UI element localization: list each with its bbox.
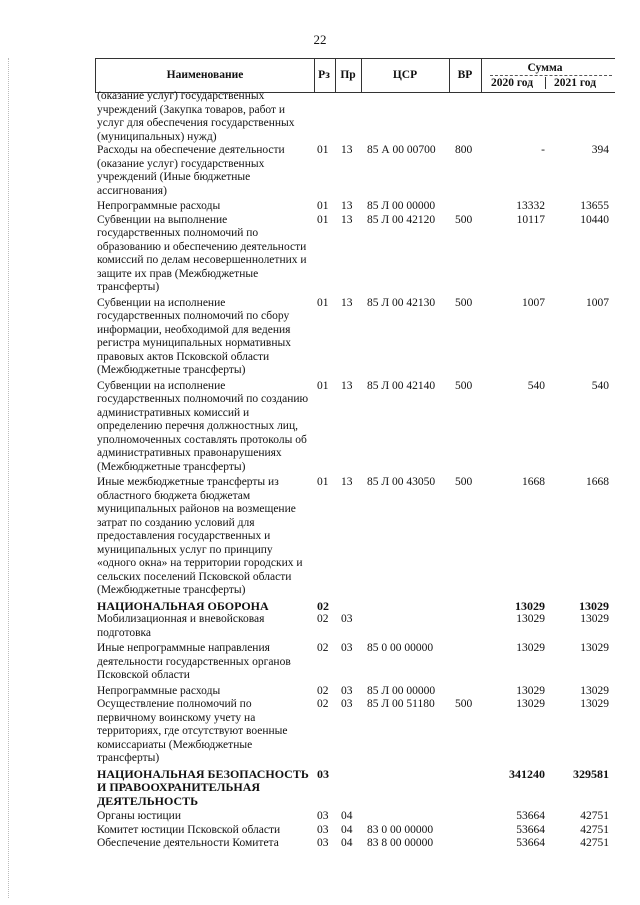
row-rz: 03	[317, 837, 329, 849]
row-sum-2021: 13029	[580, 684, 609, 697]
header-csr: ЦСР	[361, 58, 450, 92]
row-sum-2020: 10117	[516, 213, 545, 226]
row-pr: 03	[341, 613, 353, 625]
table-row	[95, 837, 615, 851]
row-sum-2021: 13655	[580, 200, 609, 212]
row-sum-2020: 13029	[515, 598, 545, 613]
row-csr: 85 Л 00 43050	[367, 476, 436, 488]
row-csr: 85 Л 00 00000	[367, 200, 436, 212]
row-pr: 03	[341, 684, 353, 697]
row-name: Субвенции на выполнение государственных полномочий по образованию и обеспечению деятельности комиссий по делам несовершеннолетних и защите их прав (Межбюджетные трансферты)	[97, 213, 307, 293]
row-sum-2020: 540	[527, 379, 545, 392]
row-name: Органы юстиции	[97, 810, 181, 822]
row-sum-2021: 1668	[586, 476, 609, 488]
row-csr: 83 8 00 00000	[367, 837, 434, 849]
row-name: Обеспечение деятельности Комитета	[97, 837, 279, 849]
row-pr: 03	[341, 698, 353, 710]
row-pr: 13	[341, 200, 353, 212]
table-row-section	[95, 768, 615, 809]
binding-edge	[8, 58, 9, 898]
row-name: НАЦИОНАЛЬНАЯ БЕЗОПАСНОСТЬ И ПРАВООХРАНИТЕЛЬНАЯ ДЕЯТЕЛЬНОСТЬ	[97, 766, 309, 808]
row-rz: 01	[317, 476, 329, 488]
row-sum-2021: 1007	[586, 296, 609, 309]
row-csr: 85 Л 00 42120	[367, 213, 436, 226]
row-sum-2020: 341240	[509, 766, 545, 781]
table-row	[95, 90, 615, 144]
table-row-section	[95, 600, 615, 614]
row-sum-2020: -	[541, 144, 545, 156]
row-vr: 500	[455, 476, 473, 488]
row-sum-2021: 42751	[580, 810, 609, 822]
row-sum-2020: 53664	[516, 823, 545, 836]
row-sum-2021: 329581	[573, 766, 609, 781]
row-name: Субвенции на исполнение государственных полномочий по созданию административных комиссий и определению перечня должностных лиц, уполномоченных составлять протоколы об административных правонарушениях (Межбюджетные трансферты)	[97, 379, 309, 473]
row-rz: 03	[317, 766, 329, 781]
table-row	[95, 810, 615, 824]
table-row	[95, 200, 615, 214]
row-rz: 03	[317, 823, 329, 836]
header-name: Наименование	[95, 58, 315, 92]
row-csr: 85 Л 00 51180	[367, 698, 435, 710]
row-pr: 03	[341, 642, 353, 654]
row-sum-2021: 10440	[580, 213, 609, 226]
row-rz: 02	[317, 698, 329, 710]
row-csr: 85 Л 00 00000	[367, 684, 436, 697]
row-csr: 85 А 00 00700	[367, 144, 436, 156]
row-rz: 01	[317, 144, 329, 156]
table-row	[95, 144, 615, 198]
row-sum-2021: 13029	[580, 698, 609, 710]
table-row	[95, 642, 615, 683]
row-csr: 85 Л 00 42140	[367, 379, 436, 392]
row-sum-2020: 53664	[516, 810, 545, 822]
row-name: Непрограммные расходы	[97, 684, 221, 697]
table-row	[95, 476, 615, 598]
row-sum-2020: 13029	[516, 684, 545, 697]
table-row	[95, 380, 615, 475]
row-pr: 13	[341, 213, 353, 226]
table-row	[95, 698, 615, 766]
header-year-2021: 2021 год	[545, 77, 604, 89]
row-name: Мобилизационная и вневойсковая подготовка	[97, 613, 265, 639]
row-rz: 01	[317, 200, 329, 212]
row-rz: 03	[317, 810, 329, 822]
table-row	[95, 297, 615, 378]
row-rz: 02	[317, 642, 329, 654]
row-csr: 85 Л 00 42130	[367, 296, 436, 309]
header-rz: Рз	[313, 58, 336, 92]
row-name: (оказание услуг) государственных учреждений (Закупка товаров, работ и услуг для обеспечения государственных (муниципальных) нужд)	[97, 90, 295, 143]
row-rz: 02	[317, 598, 329, 613]
row-name: Иные межбюджетные трансферты из областного бюджета бюджетам муниципальных районов на возмещение затрат по созданию условий для предоставления государственных и муниципальных услуг по принципу «одного окна» на территории городских и сельских поселений Псковской области (Межбюджетные трансферты)	[97, 476, 303, 596]
row-rz: 01	[317, 296, 329, 309]
row-pr: 13	[341, 379, 353, 392]
row-name: Комитет юстиции Псковской области	[97, 823, 281, 836]
row-name: Непрограммные расходы	[97, 200, 221, 212]
row-name: Осуществление полномочий по первичному воинскому учету на территориях, где отсутствуют военные комиссариаты (Межбюджетные трансферты)	[97, 698, 288, 764]
row-sum-2021: 13029	[579, 598, 609, 613]
row-rz: 02	[317, 613, 329, 625]
row-vr: 500	[455, 296, 473, 309]
row-name: Расходы на обеспечение деятельности (оказание услуг) государственных учреждений (Иные бюджетные ассигнования)	[97, 144, 285, 197]
row-pr: 04	[341, 823, 353, 836]
header-vr: ВР	[449, 58, 482, 92]
row-pr: 13	[341, 144, 353, 156]
header-sum-divider	[490, 75, 612, 76]
row-sum-2021: 42751	[580, 837, 609, 849]
row-sum-2021: 42751	[580, 823, 609, 836]
table-row	[95, 214, 615, 295]
row-rz: 01	[317, 213, 329, 226]
row-name: Иные непрограммные направления деятельности государственных органов Псковской области	[97, 642, 291, 681]
table-row	[95, 824, 615, 838]
row-sum-2020: 13029	[516, 698, 545, 710]
row-sum-2020: 53664	[516, 837, 545, 849]
row-vr: 500	[455, 379, 473, 392]
row-rz: 01	[317, 379, 329, 392]
row-name: НАЦИОНАЛЬНАЯ ОБОРОНА	[97, 598, 269, 613]
table-row	[95, 613, 615, 640]
row-sum-2021: 13029	[580, 613, 609, 625]
row-sum-2020: 1007	[522, 296, 545, 309]
row-pr: 13	[341, 296, 353, 309]
page-number: 22	[313, 32, 327, 47]
row-sum-2021: 394	[591, 144, 609, 156]
row-sum-2020: 1668	[522, 476, 545, 488]
row-pr: 04	[341, 837, 353, 849]
row-name: Субвенции на исполнение государственных полномочий по сбору информации, необходимой для ведения регистра муниципальных нормативных правовых актов Псковской области (Межбюджетные трансферты)	[97, 296, 291, 376]
row-sum-2020: 13029	[516, 642, 545, 654]
row-pr: 04	[341, 810, 353, 822]
row-csr: 83 0 00 00000	[367, 823, 434, 836]
row-pr: 13	[341, 476, 353, 488]
row-csr: 85 0 00 00000	[367, 642, 434, 654]
row-vr: 800	[455, 144, 473, 156]
row-sum-2020: 13332	[516, 200, 545, 212]
row-sum-2020: 13029	[516, 613, 545, 625]
row-rz: 02	[317, 684, 329, 697]
header-sum-title: Сумма	[527, 62, 563, 74]
row-vr: 500	[455, 213, 473, 226]
header-pr: Пр	[335, 58, 362, 92]
row-sum-2021: 13029	[580, 642, 609, 654]
row-vr: 500	[455, 698, 473, 710]
table-row	[95, 685, 615, 699]
row-sum-2021: 540	[591, 379, 609, 392]
header-year-2020: 2020 год	[490, 77, 534, 89]
table-body	[95, 90, 615, 851]
